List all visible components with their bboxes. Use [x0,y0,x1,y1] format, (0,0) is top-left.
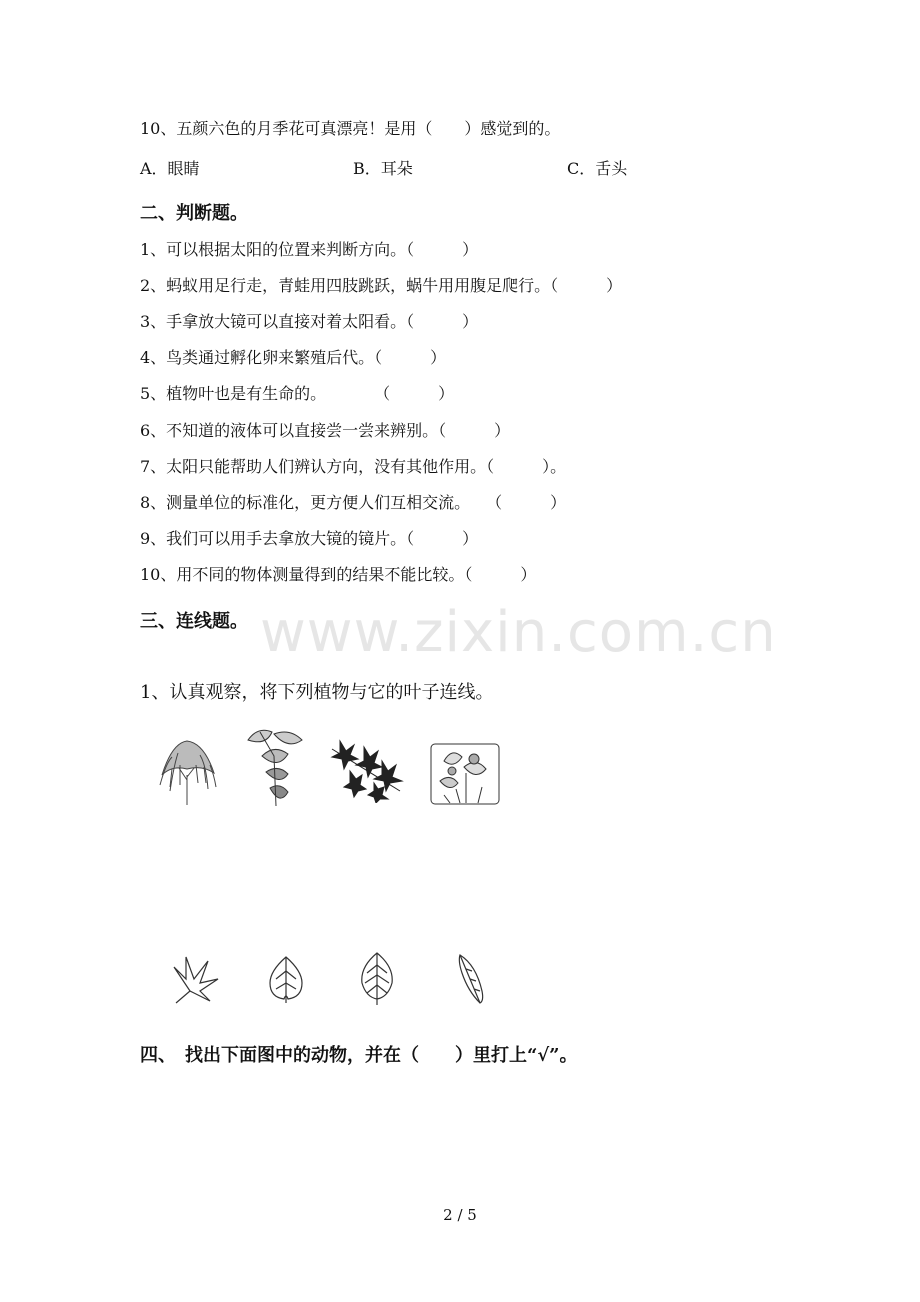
judge-item-4: 4、鸟类通过孵化卵来繁殖后代。（ ） [140,348,447,367]
poplar-branch-icon [244,726,308,810]
judge-item-7: 7、太阳只能帮助人们辨认方向，没有其他作用。（ ）。 [140,457,567,476]
maple-branch-icon [330,737,408,803]
maple-leaf-icon [166,955,220,1005]
flower-plant-icon [430,743,500,805]
judge-item-10: 10、用不同的物体测量得到的结果不能比较。（ ） [140,565,537,584]
option-b: B．耳朵 [353,159,413,178]
page-number: 2 / 5 [443,1206,477,1224]
option-a: A．眼睛 [140,159,200,178]
judge-item-5: 5、植物叶也是有生命的。 （ ） [140,384,455,403]
heart-leaf-icon [266,953,306,1005]
option-c: C．舌头 [567,159,628,178]
watermark: www.zixin.com.cn [260,600,777,665]
matching-instruction: 1、认真观察，将下列植物与它的叶子连线。 [140,682,494,703]
judge-item-1: 1、可以根据太阳的位置来判断方向。（ ） [140,240,479,259]
judge-item-3: 3、手拿放大镜可以直接对着太阳看。（ ） [140,312,479,331]
judge-item-9: 9、我们可以用手去拿放大镜的镜片。（ ） [140,529,479,548]
oval-leaf-icon [358,951,396,1007]
section-3-title: 三、连线题。 [140,611,248,632]
narrow-leaf-icon [454,951,488,1005]
judge-item-6: 6、不知道的液体可以直接尝一尝来辨别。（ ） [140,421,511,440]
judge-item-2: 2、蚂蚁用足行走，青蛙用四肢跳跃，蜗牛用用腹足爬行。（ ） [140,276,623,295]
section-2-title: 二、判断题。 [140,203,248,224]
section-4-title: 四、 找出下面图中的动物，并在（ ）里打上“√”。 [140,1045,578,1066]
willow-tree-icon [152,735,222,807]
question-10-stem: 10、五颜六色的月季花可真漂亮！是用（ ）感觉到的。 [140,119,561,138]
judge-item-8: 8、测量单位的标准化，更方便人们互相交流。 （ ） [140,493,567,512]
